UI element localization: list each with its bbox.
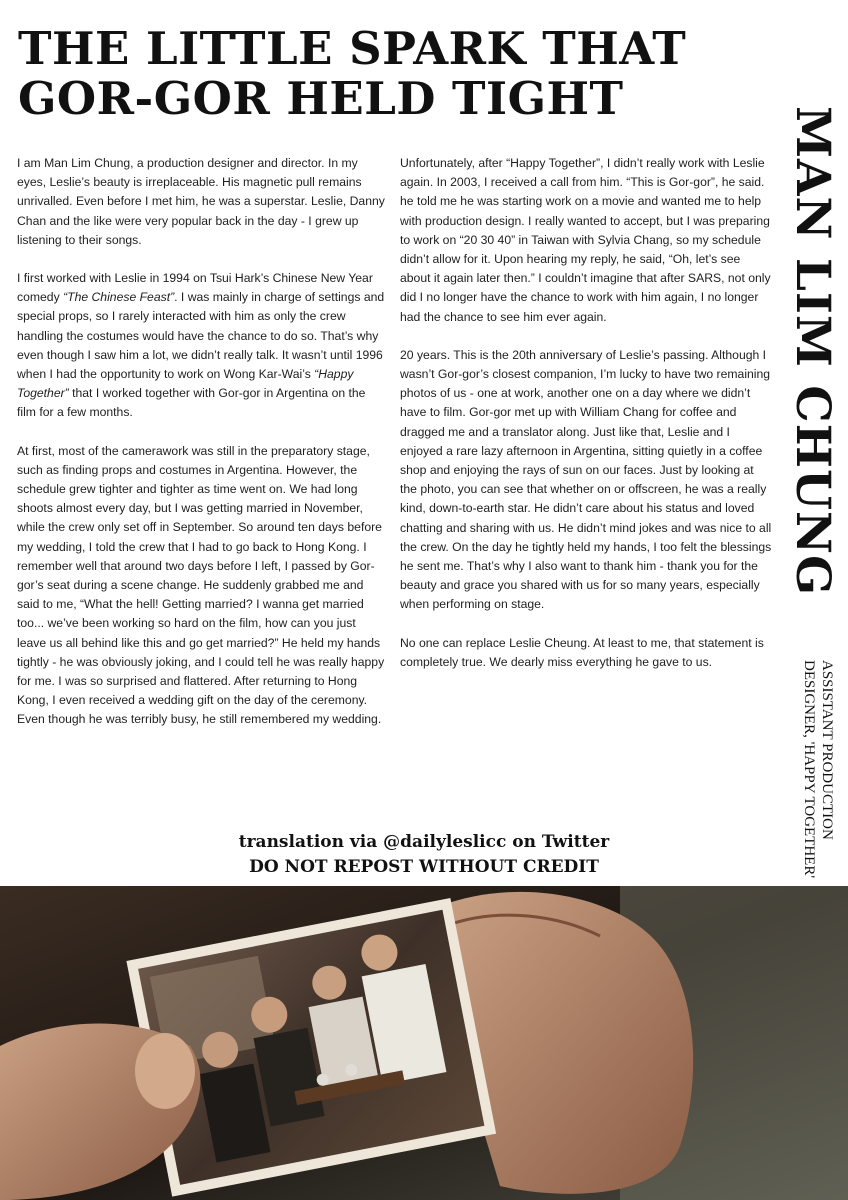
article-column-right [400, 154, 772, 691]
paragraph: At first, most of the camerawork was still in the preparatory stage, such as finding props and costumes in Argentina. However, the schedule grew tighter and tighter as time went on. We had long shoots almost every day, but I was getting married in November, while the crew only set off in September. So around ten days before my wedding, I told the crew that I had to go back to Hong Kong. I remember well that around two days before I left, I passed by Gor-gor’s seat during a scene change. He suddenly grabbed me and said to me, “What the hell! Getting married? I wanna get married too... we’ve been working so hard on the film, how can you just leave us all behind like this and go get married?” He held my hands tightly - he was obviously joking, and I could tell he was really happy for me. I was so surprised and flattered. After returning to Hong Kong, I even received a wedding gift on the day of the ceremony. Even though he was terribly busy, he still remembered my wedding. [17, 443, 385, 727]
paragraph-text: I first worked with Leslie in 1994 on Tsui Hark’s Chinese New Year comedy [17, 271, 373, 305]
author-role-line-2: DESIGNER, 'HAPPY TOGETHER' [801, 660, 817, 879]
paragraph: 20 years. This is the 20th anniversary of Leslie’s passing. Although I wasn’t Gor-gor’s closest companion, I’m lucky to have two remaining photos of us - one at work, another one on a day where we didn’t have to film. Gor-gor met up with William Chang for coffee and dragged me and a translator along. Just like that, Leslie and I enjoyed a rare lazy afternoon in Argentina, sitting quietly in a coffee shop and enjoying the rays of sun on our faces. Just by looking at the photo, you can see that whether on or offscreen, he was a really kind, down-to-earth star. He didn’t care about his status and loved chatting and sharing with us. He didn’t mind jokes and was nice to all the crew. On the day he tightly held my hands, I too felt the blessings he sent me. That’s why I also want to thank him - thank you for the beauty and grace you shared with us for so many years, especially when performing on stage. [400, 347, 772, 612]
hands-holding-photo-image [0, 886, 848, 1200]
paragraph-text: . I was mainly in charge of settings and special props, so I rarely interacted with him as only the crew handling the costumes would have the chance to do so. That’s why even though I saw him a lot, we didn’t really talk. It wasn’t until 1996 when I had the opportunity to work on Wong Kar-Wai’s [17, 290, 385, 382]
film-title: “Happy Together” [17, 367, 354, 401]
paragraph: No one can replace Leslie Cheung. At least to me, that statement is completely true. We dearly miss everything he gave to us. [400, 635, 764, 669]
credit-line-2: DO NOT REPOST WITHOUT CREDIT [249, 857, 599, 877]
paragraph: Unfortunately, after “Happy Together”, I didn’t really work with Leslie again. In 2003, I received a call from him. “This is Gor-gor”, he said. he told me he was starting work on a movie and wanted me to help with production design. I really wanted to accept, but I was preparing to work on “20 30 40” in Taiwan with Sylvia Chang, so my schedule didn’t allow for it. Upon hearing my reply, he said, “Oh, let’s see about it again later then.” I couldn’t imagine that after SARS, not only did I no longer have the chance to work with him again, I no longer had the chance to see him ever again. [400, 156, 771, 324]
article-column-left [17, 154, 387, 749]
paragraph: I am Man Lim Chung, a production designer and director. In my eyes, Leslie’s beauty is irreplaceable. His magnetic pull remains unrivalled. Even before I met him, he was a superstar. Leslie, Danny Chan and the like were very popular back in the day - I grew up listening to their songs. [17, 156, 385, 247]
translation-credit [0, 830, 848, 880]
title-line-2: GOR-GOR HELD TIGHT [18, 72, 624, 125]
paragraph [17, 269, 387, 423]
credit-line-1: translation via @dailyleslicc on Twitter [238, 832, 610, 852]
author-role-line-1: ASSISTANT PRODUCTION [819, 660, 835, 840]
author-name: MAN LIM CHUNG [785, 106, 840, 597]
title-line-1: THE LITTLE SPARK THAT [18, 22, 687, 75]
film-title: “The Chinese Feast” [63, 290, 175, 305]
page-title [18, 24, 738, 124]
paragraph-text: that I worked together with Gor-gor in Argentina on the film for a few months. [17, 386, 366, 420]
